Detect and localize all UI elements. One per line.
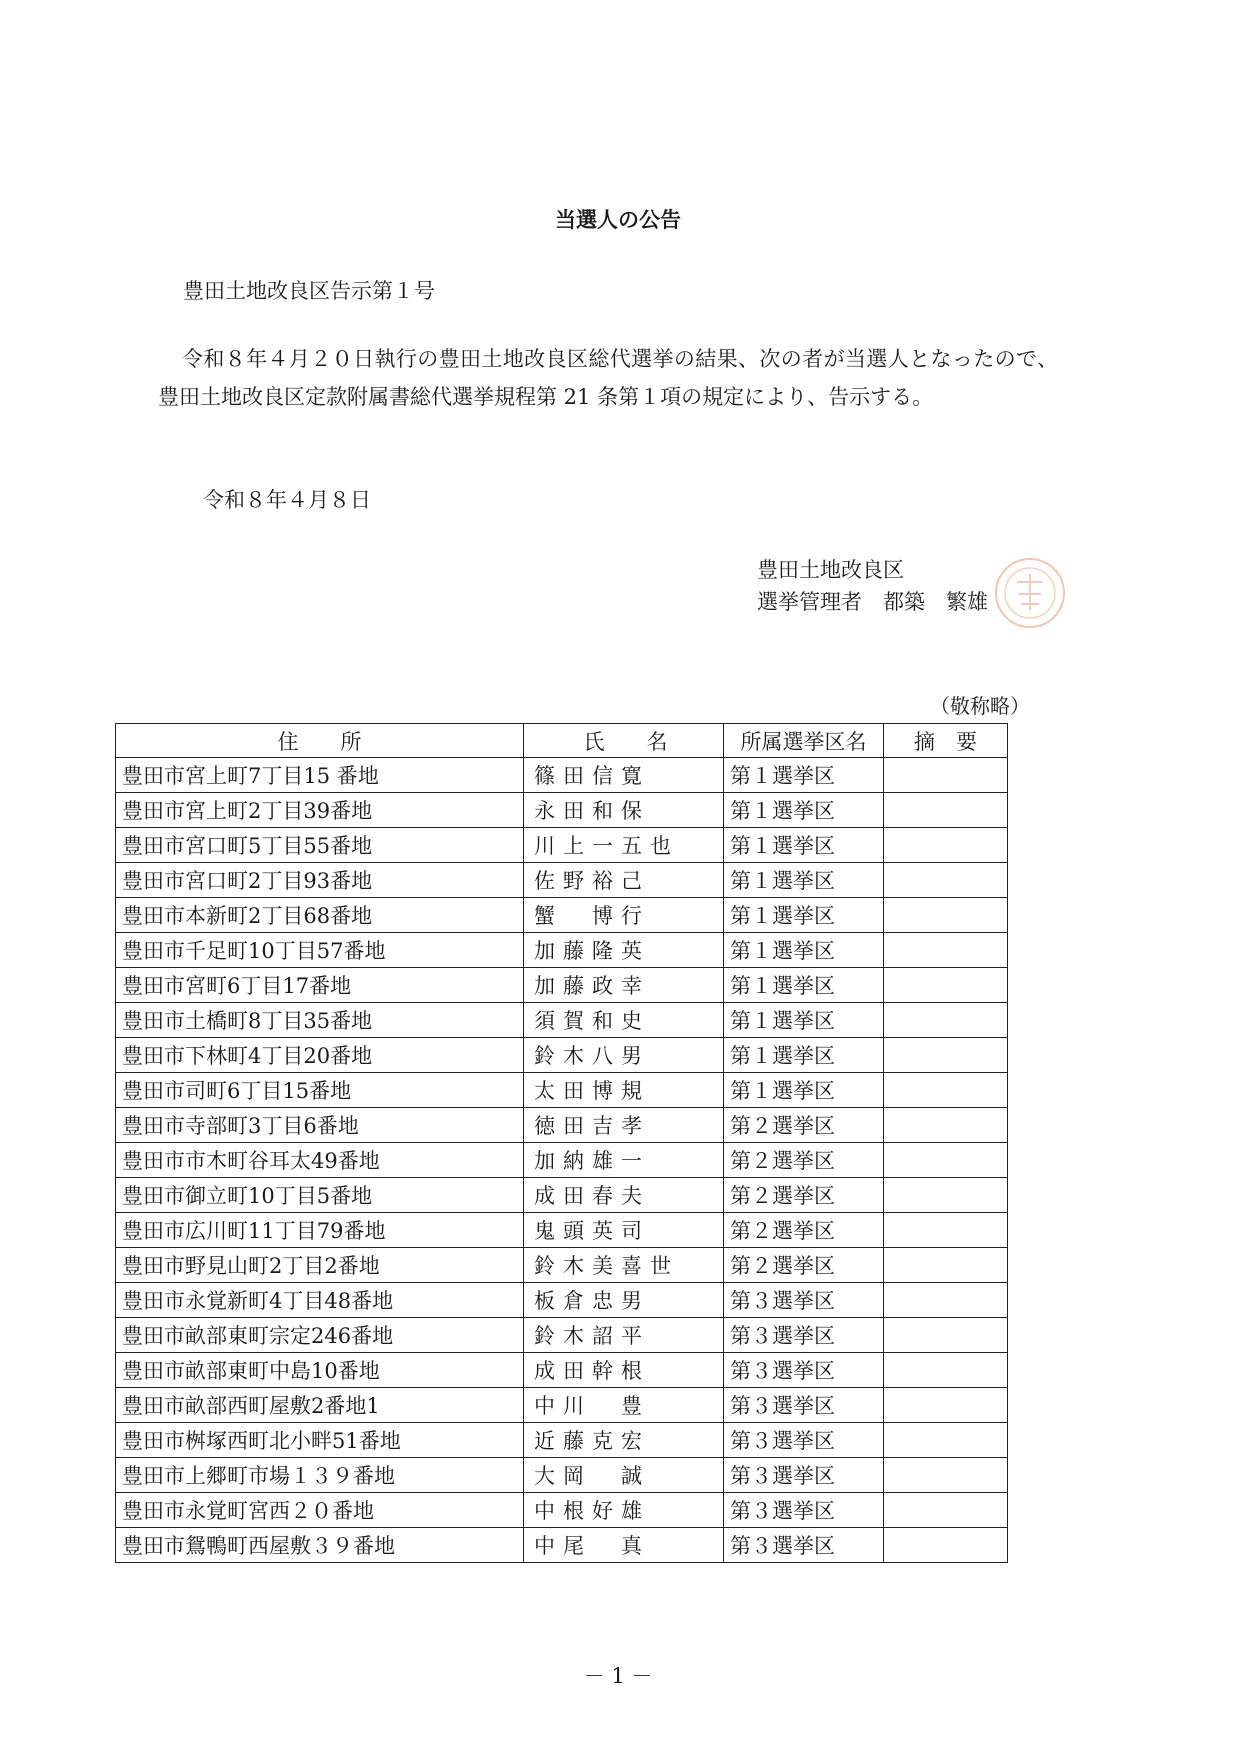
cell-address: 豊田市宮口町2丁目93番地 <box>116 863 524 898</box>
cell-district: 第１選挙区 <box>724 793 884 828</box>
cell-address: 豊田市宮町6丁目17番地 <box>116 968 524 1003</box>
cell-district: 第３選挙区 <box>724 1423 884 1458</box>
cell-district: 第１選挙区 <box>724 828 884 863</box>
cell-note <box>884 1003 1008 1038</box>
cell-note <box>884 863 1008 898</box>
cell-name: 中根好雄 <box>524 1493 724 1528</box>
cell-name: 篠田信寛 <box>524 758 724 793</box>
table-row <box>116 1073 1008 1108</box>
cell-district: 第３選挙区 <box>724 1458 884 1493</box>
table-row <box>116 863 1008 898</box>
cell-note <box>884 1143 1008 1178</box>
cell-name: 太田博規 <box>524 1073 724 1108</box>
elected-persons-table <box>115 723 1008 1563</box>
cell-name: 加藤政幸 <box>524 968 724 1003</box>
cell-district: 第２選挙区 <box>724 1213 884 1248</box>
table-row <box>116 968 1008 1003</box>
document-title: 当選人の公告 <box>555 208 681 232</box>
cell-name: 中川 豊 <box>524 1388 724 1423</box>
cell-address: 豊田市寺部町3丁目6番地 <box>116 1108 524 1143</box>
cell-district: 第２選挙区 <box>724 1178 884 1213</box>
cell-address: 豊田市市木町谷耳太49番地 <box>116 1143 524 1178</box>
table-row <box>116 1003 1008 1038</box>
cell-name: 中尾 真 <box>524 1528 724 1563</box>
cell-address: 豊田市宮上町7丁目15 番地 <box>116 758 524 793</box>
table-row <box>116 1248 1008 1283</box>
cell-address: 豊田市鴛鴨町西屋敷３９番地 <box>116 1528 524 1563</box>
cell-note <box>884 1318 1008 1353</box>
notice-date: 令和８年４月８日 <box>203 488 371 512</box>
table-row <box>116 1038 1008 1073</box>
table-row <box>116 1213 1008 1248</box>
cell-note <box>884 1038 1008 1073</box>
table-row <box>116 1283 1008 1318</box>
cell-name: 鈴木八男 <box>524 1038 724 1073</box>
cell-note <box>884 1458 1008 1493</box>
cell-address: 豊田市永覚新町4丁目48番地 <box>116 1283 524 1318</box>
cell-note <box>884 1528 1008 1563</box>
cell-address: 豊田市宮口町5丁目55番地 <box>116 828 524 863</box>
cell-name: 蟹 博行 <box>524 898 724 933</box>
cell-note <box>884 1493 1008 1528</box>
cell-name: 川上一五也 <box>524 828 724 863</box>
cell-district: 第３選挙区 <box>724 1493 884 1528</box>
cell-name: 加納雄一 <box>524 1143 724 1178</box>
cell-note <box>884 1248 1008 1283</box>
cell-address: 豊田市桝塚西町北小畔51番地 <box>116 1423 524 1458</box>
cell-district: 第２選挙区 <box>724 1143 884 1178</box>
table-row <box>116 1143 1008 1178</box>
cell-note <box>884 1388 1008 1423</box>
table-row <box>116 793 1008 828</box>
table-row <box>116 1458 1008 1493</box>
cell-note <box>884 1213 1008 1248</box>
header-name: 氏 名 <box>524 724 724 758</box>
cell-district: 第１選挙区 <box>724 1073 884 1108</box>
cell-note <box>884 1283 1008 1318</box>
table-row <box>116 1423 1008 1458</box>
cell-note <box>884 1353 1008 1388</box>
page-number: － 1 － <box>583 1664 653 1688</box>
table-row <box>116 1353 1008 1388</box>
header-district: 所属選挙区名 <box>724 724 884 758</box>
cell-name: 板倉忠男 <box>524 1283 724 1318</box>
cell-address: 豊田市広川町11丁目79番地 <box>116 1213 524 1248</box>
cell-note <box>884 758 1008 793</box>
cell-address: 豊田市司町6丁目15番地 <box>116 1073 524 1108</box>
cell-note <box>884 898 1008 933</box>
header-address: 住 所 <box>116 724 524 758</box>
notice-number: 豊田土地改良区告示第１号 <box>183 279 435 303</box>
cell-address: 豊田市本新町2丁目68番地 <box>116 898 524 933</box>
cell-district: 第２選挙区 <box>724 1108 884 1143</box>
table-header-row <box>116 724 1008 758</box>
cell-address: 豊田市畝部東町中島10番地 <box>116 1353 524 1388</box>
table-row <box>116 1108 1008 1143</box>
table-row <box>116 1318 1008 1353</box>
table-row <box>116 1178 1008 1213</box>
table-row <box>116 898 1008 933</box>
cell-note <box>884 1108 1008 1143</box>
cell-note <box>884 1178 1008 1213</box>
cell-name: 佐野裕己 <box>524 863 724 898</box>
cell-name: 加藤隆英 <box>524 933 724 968</box>
cell-district: 第１選挙区 <box>724 758 884 793</box>
table-row <box>116 758 1008 793</box>
cell-note <box>884 1423 1008 1458</box>
cell-note <box>884 793 1008 828</box>
header-note: 摘 要 <box>884 724 1008 758</box>
cell-name: 鈴木美喜世 <box>524 1248 724 1283</box>
issuer-organization: 豊田土地改良区 <box>757 558 904 582</box>
cell-name: 鈴木詔平 <box>524 1318 724 1353</box>
cell-name: 徳田吉孝 <box>524 1108 724 1143</box>
notice-body: 令和８年４月２０日執行の豊田土地改良区総代選挙の結果、次の者が当選人となったので、豊田土地改良区定款附属書総代選挙規程第 21 条第１項の規定により、告示する。 <box>158 347 1058 409</box>
cell-name: 成田幹根 <box>524 1353 724 1388</box>
cell-district: 第１選挙区 <box>724 1038 884 1073</box>
table-row <box>116 1528 1008 1563</box>
cell-address: 豊田市畝部東町宗定246番地 <box>116 1318 524 1353</box>
cell-district: 第１選挙区 <box>724 1003 884 1038</box>
table-row <box>116 933 1008 968</box>
official-seal-icon <box>995 558 1065 628</box>
cell-name: 須賀和史 <box>524 1003 724 1038</box>
honorific-note: （敬称略） <box>930 694 1030 718</box>
cell-district: 第１選挙区 <box>724 863 884 898</box>
cell-district: 第１選挙区 <box>724 933 884 968</box>
cell-address: 豊田市永覚町宮西２０番地 <box>116 1493 524 1528</box>
cell-district: 第３選挙区 <box>724 1388 884 1423</box>
table-row <box>116 1388 1008 1423</box>
cell-name: 成田春夫 <box>524 1178 724 1213</box>
cell-district: 第３選挙区 <box>724 1318 884 1353</box>
cell-name: 永田和保 <box>524 793 724 828</box>
table-row <box>116 1493 1008 1528</box>
cell-address: 豊田市下林町4丁目20番地 <box>116 1038 524 1073</box>
issuer-administrator: 選挙管理者 都築 繁雄 <box>757 590 988 614</box>
cell-address: 豊田市野見山町2丁目2番地 <box>116 1248 524 1283</box>
cell-name: 大岡 誠 <box>524 1458 724 1493</box>
cell-address: 豊田市宮上町2丁目39番地 <box>116 793 524 828</box>
table-row <box>116 828 1008 863</box>
cell-name: 近藤克宏 <box>524 1423 724 1458</box>
cell-note <box>884 968 1008 1003</box>
cell-address: 豊田市千足町10丁目57番地 <box>116 933 524 968</box>
cell-address: 豊田市上郷町市場１３９番地 <box>116 1458 524 1493</box>
cell-note <box>884 828 1008 863</box>
cell-note <box>884 1073 1008 1108</box>
cell-address: 豊田市御立町10丁目5番地 <box>116 1178 524 1213</box>
cell-district: 第１選挙区 <box>724 898 884 933</box>
cell-district: 第１選挙区 <box>724 968 884 1003</box>
cell-note <box>884 933 1008 968</box>
cell-district: 第２選挙区 <box>724 1248 884 1283</box>
cell-address: 豊田市畝部西町屋敷2番地1 <box>116 1388 524 1423</box>
cell-district: 第３選挙区 <box>724 1528 884 1563</box>
cell-district: 第３選挙区 <box>724 1353 884 1388</box>
cell-district: 第３選挙区 <box>724 1283 884 1318</box>
cell-name: 鬼頭英司 <box>524 1213 724 1248</box>
cell-address: 豊田市土橋町8丁目35番地 <box>116 1003 524 1038</box>
